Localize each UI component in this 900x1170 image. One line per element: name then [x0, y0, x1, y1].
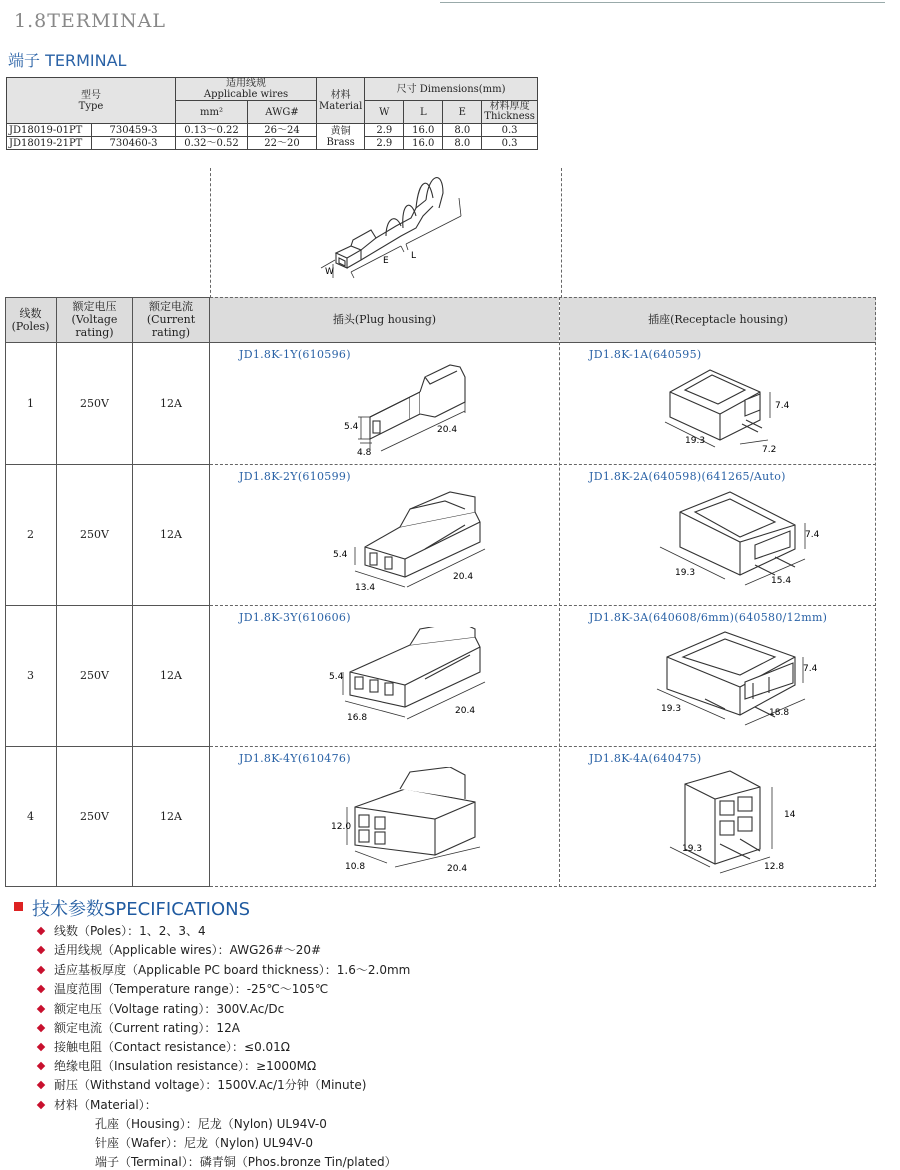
receptacle-drawing-2 — [645, 487, 825, 597]
current-cell: 12A — [160, 810, 182, 823]
code-cell: 730459-3 — [92, 124, 176, 137]
voltage-cell: 250V — [80, 810, 109, 823]
l-cell: 16.0 — [404, 124, 443, 137]
terminal-drawing-frame — [210, 168, 562, 298]
page-title: 1.8TERMINAL — [14, 10, 166, 32]
poles-header — [5, 297, 56, 342]
spec-text: 接触电阻（Contact resistance）：≤0.01Ω — [54, 1040, 290, 1054]
spec-text: 线数（Poles）：1、2、3、4 — [54, 924, 206, 938]
l-cell: 16.0 — [404, 137, 443, 150]
poles-cell: 4 — [27, 810, 34, 823]
terminal-w-label: W — [325, 267, 334, 277]
plug-dim-height: 5.4 — [344, 422, 359, 432]
plug-dim-width: 13.4 — [355, 583, 376, 593]
plug-dim-height: 5.4 — [333, 550, 348, 560]
grid-top-dash — [210, 297, 876, 298]
diamond-bullet-icon — [37, 966, 45, 974]
plug-dim-height: 5.4 — [329, 672, 344, 682]
diamond-bullet-icon — [37, 1024, 45, 1032]
thickness-header-en: Thickness — [484, 111, 535, 122]
current-header-en1: (Current — [146, 313, 196, 326]
spec-item — [38, 1000, 284, 1017]
diamond-bullet-icon — [37, 927, 45, 935]
receptacle-model-name: JD1.8K-3A(640608/6mm)(640580/12mm) — [589, 611, 828, 624]
voltage-cell: 250V — [80, 669, 109, 682]
recep-dim-width: 12.8 — [764, 862, 785, 872]
w-header: W — [365, 101, 404, 124]
type-cell: JD18019-01PT — [7, 124, 92, 137]
plug-header: 插头(Plug housing) — [210, 297, 559, 342]
e-cell: 8.0 — [443, 137, 482, 150]
l-header: L — [404, 101, 443, 124]
receptacle-model-name: JD1.8K-4A(640475) — [589, 752, 702, 765]
current-cell: 12A — [160, 528, 182, 541]
spec-text: 耐压（Withstand voltage）：1500V.Ac/1分钟（Minute) — [54, 1078, 367, 1092]
table-row — [7, 124, 538, 137]
recep-dim-height: 14 — [784, 810, 796, 820]
wires-header-cn: 适用线规 — [226, 78, 266, 89]
recep-dim-width: 7.2 — [762, 445, 777, 455]
spec-item — [38, 1019, 240, 1036]
spec-item — [38, 922, 206, 939]
plug-dim-width: 16.8 — [347, 713, 368, 723]
receptacle-drawing-1 — [650, 352, 810, 457]
type-header — [7, 78, 176, 124]
diamond-bullet-icon — [37, 985, 45, 993]
spec-text: 额定电压（Voltage rating）：300V.Ac/Dc — [54, 1002, 285, 1016]
recep-dim-height: 7.4 — [803, 664, 818, 674]
poles-cell: 1 — [27, 397, 34, 410]
thickness-header — [482, 101, 538, 124]
recep-dim-length: 19.3 — [675, 568, 696, 578]
poles-cell: 3 — [27, 669, 34, 682]
spec-item — [38, 941, 321, 958]
recep-dim-height: 7.4 — [805, 530, 820, 540]
material-item: 孔座（Housing）：尼龙（Nylon) UL94V-0 — [95, 1117, 327, 1131]
spec-text: 适用线规（Applicable wires）：AWG26#～20# — [54, 943, 322, 957]
plug-model-name: JD1.8K-1Y(610596) — [239, 348, 351, 361]
plug-dim-length: 20.4 — [455, 706, 476, 716]
table-row — [7, 137, 538, 150]
grid-bottom-rule — [5, 886, 209, 887]
spec-item — [38, 1096, 157, 1113]
material-cell — [317, 124, 365, 150]
material-en: Brass — [326, 136, 355, 148]
current-cell: 12A — [160, 397, 182, 410]
diamond-bullet-icon — [37, 946, 45, 954]
type-cell: JD18019-21PT — [7, 137, 92, 150]
diamond-bullet-icon — [37, 1005, 45, 1013]
current-cell: 12A — [160, 669, 182, 682]
section-square-icon — [14, 902, 23, 911]
row-rule — [5, 464, 209, 465]
spec-item — [38, 1038, 290, 1055]
material-item: 针座（Wafer）：尼龙（Nylon) UL94V-0 — [95, 1136, 314, 1150]
col-dash — [559, 297, 560, 887]
plug-dim-length: 20.4 — [453, 572, 474, 582]
row-rule — [5, 746, 209, 747]
poles-header-en: (Poles) — [11, 319, 50, 333]
plug-model-name: JD1.8K-2Y(610599) — [239, 470, 351, 483]
recep-dim-height: 7.4 — [775, 401, 790, 411]
terminal-table — [6, 77, 538, 150]
plug-drawing-3 — [325, 627, 495, 737]
spec-item — [38, 980, 328, 997]
section-title: 端子 TERMINAL — [8, 51, 127, 70]
row-rule — [5, 605, 209, 606]
terminal-l-label: L — [411, 251, 417, 261]
spec-item — [38, 1057, 316, 1074]
col-rule — [56, 297, 57, 887]
receptacle-drawing-4 — [660, 769, 820, 884]
col-rule — [132, 297, 133, 887]
spec-text: 适应基板厚度（Applicable PC board thickness）：1.6～2.0mm — [54, 963, 411, 977]
mm2-header: mm² — [176, 101, 248, 124]
voltage-cell: 250V — [80, 397, 109, 410]
current-header-cn: 额定电流 — [148, 300, 193, 313]
wires-header — [176, 78, 317, 101]
receptacle-model-name: JD1.8K-1A(640595) — [589, 348, 702, 361]
plug-drawing-1 — [325, 357, 485, 457]
voltage-header — [57, 297, 132, 342]
poles-cell: 2 — [27, 528, 34, 541]
receptacle-drawing-3 — [645, 627, 825, 737]
product-grid — [5, 297, 876, 887]
wires-header-en: Applicable wires — [203, 89, 289, 100]
e-header: E — [443, 101, 482, 124]
diamond-bullet-icon — [37, 1043, 45, 1051]
voltage-cell: 250V — [80, 528, 109, 541]
plug-drawing-2 — [325, 487, 495, 597]
material-header-en: Material — [319, 100, 363, 112]
awg-cell: 22～20 — [248, 137, 317, 150]
current-header — [133, 297, 209, 342]
thickness-cell: 0.3 — [482, 137, 538, 150]
plug-drawing-4 — [325, 767, 495, 882]
poles-header-cn: 线数 — [19, 306, 42, 320]
spec-item — [38, 1076, 366, 1093]
plug-model-name: JD1.8K-4Y(610476) — [239, 752, 351, 765]
specs-title: 技术参数SPECIFICATIONS — [32, 899, 251, 920]
spec-text: 温度范围（Temperature range）：-25℃～105℃ — [54, 982, 329, 996]
plug-dim-length: 20.4 — [447, 864, 468, 874]
code-cell: 730460-3 — [92, 137, 176, 150]
spec-item — [38, 961, 410, 978]
recep-dim-length: 19.3 — [682, 844, 703, 854]
recep-dim-length: 19.3 — [685, 436, 706, 446]
mm2-cell: 0.32～0.52 — [176, 137, 248, 150]
receptacle-model-name: JD1.8K-2A(640598)(641265/Auto) — [589, 470, 786, 483]
col-rule — [5, 297, 6, 887]
material-header-cn: 材料 — [330, 89, 351, 101]
spec-text: 绝缘电阻（Insulation resistance）：≥1000MΩ — [54, 1059, 317, 1073]
recep-dim-width: 15.4 — [771, 576, 792, 586]
thickness-header-cn: 材料厚度 — [489, 101, 530, 112]
terminal-e-label: E — [383, 256, 389, 266]
awg-cell: 26～24 — [248, 124, 317, 137]
type-header-cn: 型号 — [81, 89, 101, 101]
dims-header: 尺寸 Dimensions(mm) — [365, 78, 538, 101]
awg-header: AWG# — [248, 101, 317, 124]
spec-text: 材料（Material）： — [54, 1098, 157, 1112]
grid-header-rule — [5, 342, 876, 343]
plug-dim-width: 10.8 — [345, 862, 366, 872]
voltage-header-en1: (Voltage — [71, 313, 118, 326]
diamond-bullet-icon — [37, 1062, 45, 1070]
plug-dim-height: 12.0 — [331, 822, 352, 832]
col-dash — [875, 297, 876, 887]
spec-text: 额定电流（Current rating）：12A — [54, 1021, 240, 1035]
plug-model-name: JD1.8K-3Y(610606) — [239, 611, 351, 624]
recep-dim-length: 19.3 — [661, 704, 682, 714]
recep-dim-width: 18.8 — [769, 708, 790, 718]
thickness-cell: 0.3 — [482, 124, 538, 137]
grid-top-rule — [5, 297, 209, 298]
type-header-en: Type — [78, 100, 104, 112]
terminal-drawing — [211, 168, 561, 298]
row-dash — [210, 464, 876, 465]
col-rule — [209, 297, 210, 887]
material-cn: 黄铜 — [330, 125, 351, 137]
material-item: 端子（Terminal）：磷青铜（Phos.bronze Tin/plated） — [95, 1155, 397, 1169]
grid-bottom-dash — [210, 886, 876, 887]
plug-dim-width: 4.8 — [357, 448, 372, 457]
voltage-header-cn: 额定电压 — [72, 300, 117, 313]
voltage-header-en2: rating) — [75, 326, 114, 339]
material-header — [317, 78, 365, 124]
mm2-cell: 0.13～0.22 — [176, 124, 248, 137]
w-cell: 2.9 — [365, 124, 404, 137]
row-dash — [210, 746, 876, 747]
header-rule — [440, 2, 885, 3]
diamond-bullet-icon — [37, 1081, 45, 1089]
plug-dim-length: 20.4 — [437, 425, 458, 435]
w-cell: 2.9 — [365, 137, 404, 150]
receptacle-header: 插座(Receptacle housing) — [560, 297, 876, 342]
e-cell: 8.0 — [443, 124, 482, 137]
diamond-bullet-icon — [37, 1101, 45, 1109]
row-dash — [210, 605, 876, 606]
current-header-en2: rating) — [151, 326, 191, 339]
